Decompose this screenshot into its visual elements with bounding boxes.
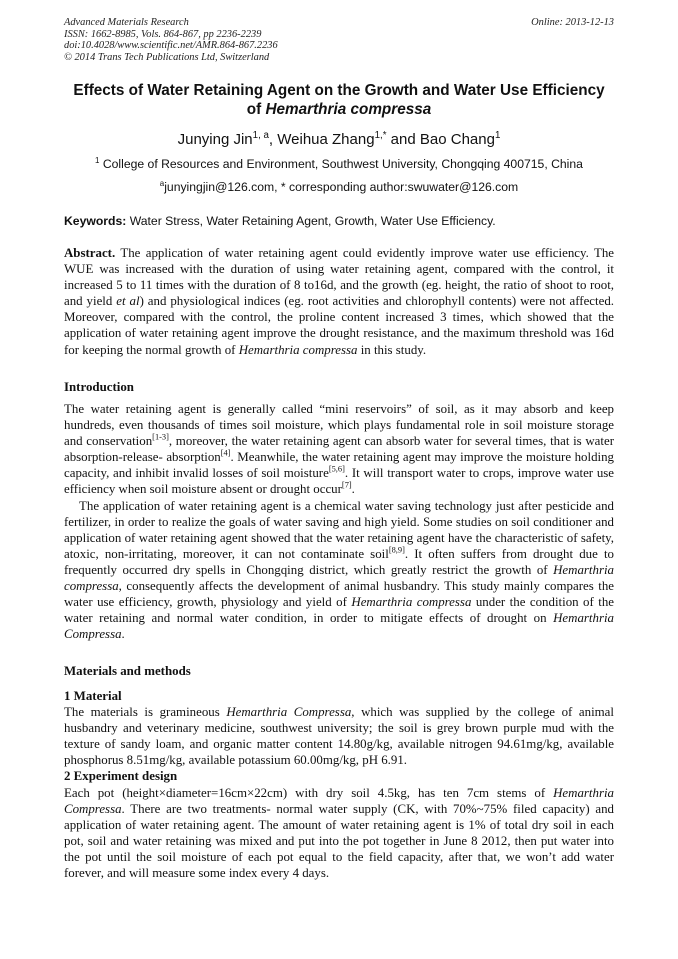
design-heading: 2 Experiment design <box>64 769 178 784</box>
species-name: Hemarthria compressa <box>351 595 472 610</box>
title-species: Hemarthria compressa <box>265 101 432 118</box>
author-1-affil: 1, a <box>252 130 269 141</box>
species-name: Hemarthria Compressa <box>226 705 352 720</box>
copyright-line: © 2014 Trans Tech Publications Ltd, Switzerland <box>64 51 270 63</box>
online-date: Online: 2013-12-13 <box>531 17 614 28</box>
author-2: Weihua Zhang <box>277 131 375 148</box>
intro-p2-text-4: under the condition of the water retaining and normal water condition, in order to mitigate effects of drought on <box>64 595 614 626</box>
abstract <box>64 245 614 358</box>
title-line-1: Effects of Water Retaining Agent on the Growth and Water Use Efficiency <box>73 82 605 99</box>
intro-p1-text-5: . <box>351 482 355 497</box>
material-text-2: , which was supplied by the college of animal husbandry and veterinary medicine, southwest university; the soil is grey brown purple mud with the texture of sandy loam, and organic matter content 14.80g/kg, available nitrogen 94.61mg/kg, available phosphorus 8.51mg/kg, available potassium 60.00mg/kg, pH 6.91. <box>64 705 614 768</box>
intro-p2-text-3: , consequently affects the development of animal husbandry. This study mainly compares the water use efficiency, growth, physiology and yield of <box>64 579 614 610</box>
intro-p2-text-2: . It often suffers from drought due to frequently occurred dry spells in Chongqing district, which greatly restrict the growth of <box>64 546 614 577</box>
material-paragraph <box>64 704 614 768</box>
intro-p1-text-1: The water retaining agent is generally called “mini reservoirs” of soil, as it may absorb and keep hundreds, even thousands of times soil moisture, which plays fundamental role in soil moisture storage and conservation <box>64 402 614 449</box>
introduction-heading: Introduction <box>64 380 134 394</box>
doi-line[interactable]: doi:10.4028/www.scientific.net/AMR.864-867.2236 <box>64 40 278 52</box>
design-text-2: . There are two treatments- normal water supply (CK, with 70%~75% filed capacity) and application of water retaining agent. The amount of water retaining agent is 1% of total dry soil in each pot, soil and water retaining was mixed and put into the pot together in June 8 2012, then put water into the pot until the soil moisture of each pot equal to the field capacity, after that, we won’t add water forever, and will measure some index every 4 days. <box>64 801 614 881</box>
author-3: Bao Chang <box>419 131 495 148</box>
keywords-text: Water Stress, Water Retaining Agent, Growth, Water Use Efficiency. <box>126 214 496 228</box>
abstract-species: Hemarthria compressa <box>238 342 358 357</box>
species-name: Hemarthria Compressa <box>64 785 614 816</box>
methods-body <box>64 688 614 881</box>
intro-paragraph-1 <box>64 401 614 498</box>
citation-ref[interactable]: [4] <box>220 448 231 458</box>
author-1: Junying Jin <box>177 131 253 148</box>
keywords-label: Keywords: <box>64 214 127 228</box>
intro-p2-text-5: . <box>121 627 125 642</box>
abstract-label: Abstract. <box>64 246 116 260</box>
intro-p2-text-1: The application of water retaining agent is a chemical water saving technology just after pesticide and fertilizer, in order to realize the goals of water saving and high yield. Some studies on soil conditioner and application of water retaining agent showed that the water retaining agent have the characteristic of safety, atoxic, non-irritating, moreover, it can not contaminate soil <box>64 498 614 561</box>
title-prefix: of <box>246 101 266 118</box>
journal-header <box>64 17 278 63</box>
author-sep-2: and <box>386 131 420 148</box>
material-heading: 1 Material <box>64 689 122 703</box>
email-marker: a <box>159 178 165 188</box>
species-name: Hemarthria Compressa <box>64 611 614 642</box>
design-text-1: Each pot (height×diameter=16cm×22cm) with dry soil 4.5kg, has ten 7cm stems of <box>64 785 554 800</box>
citation-ref[interactable]: [1-3] <box>152 432 169 442</box>
title-line-2 <box>40 100 638 119</box>
journal-name: Advanced Materials Research <box>64 17 189 28</box>
affiliation <box>40 157 638 171</box>
abstract-etal: et al <box>116 294 140 309</box>
citation-ref[interactable]: [7] <box>341 481 352 491</box>
intro-p1-text-2: , moreover, the water retaining agent can absorb water for several times, that is water absorption-release- absorption <box>64 434 614 465</box>
design-paragraph <box>64 785 614 882</box>
author-sep-1: , <box>268 131 278 148</box>
abstract-text-1: The application of water retaining agent could evidently improve water use efficiency. The WUE was increased with the duration of using water retaining agent, compared with the control, it increased 5 to 11 times with the duration of 8 to16d, and the growth (eg. height, the ratio of shoot to root, and yield <box>64 246 614 309</box>
affiliation-text: College of Resources and Environment, Southwest University, Chongqing 400715, China <box>99 157 583 171</box>
intro-paragraph-2 <box>64 498 614 643</box>
citation-ref[interactable]: [8,9] <box>388 545 405 555</box>
keywords <box>64 214 496 228</box>
author-list <box>40 131 638 148</box>
citation-ref[interactable]: [5,6] <box>328 465 345 475</box>
material-text-1: The materials is gramineous <box>64 705 227 720</box>
author-2-affil: 1,* <box>374 130 387 141</box>
email-text[interactable]: junyingjin@126.com, * corresponding author:swuwater@126.com <box>164 180 519 194</box>
paper-title <box>40 81 638 119</box>
issn-line: ISSN: 1662-8985, Vols. 864-867, pp 2236-2239 <box>64 28 262 40</box>
species-name: Hemarthria compressa <box>64 562 614 594</box>
intro-p1-text-4: . It will transport water to crops, improve water use efficiency when soil moisture absent or drought occur <box>64 466 614 497</box>
methods-heading: Materials and methods <box>64 664 191 678</box>
intro-p1-text-3: . Meanwhile, the water retaining agent may improve the moisture holding capacity, and inhibit invalid losses of soil moisture <box>64 450 614 481</box>
contact-emails <box>40 180 638 194</box>
author-3-affil: 1 <box>494 130 501 141</box>
affiliation-number: 1 <box>95 155 100 165</box>
abstract-text-3: in this study. <box>357 342 427 357</box>
introduction-body <box>64 401 614 642</box>
abstract-text-2: ) and physiological indices (eg. root activities and chlorophyll contents) were not affected. Moreover, compared with the control, the proline content increased 3 times, which showed that the application of water retaining agent improve the drought resistance, and the maximum threshold was 16d for keeping the normal growth of <box>64 294 615 357</box>
